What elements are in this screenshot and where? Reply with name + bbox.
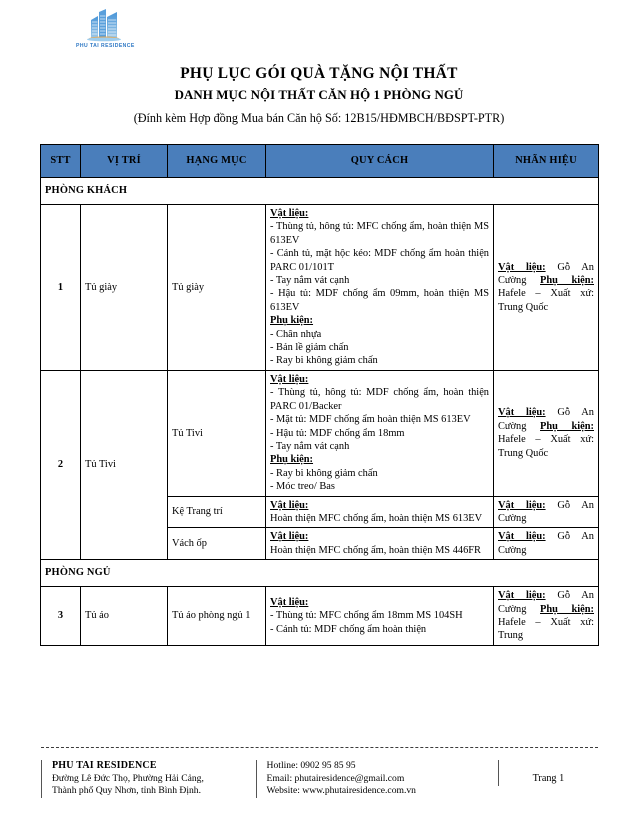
- brand-accessory-value: Hafele – Xuất xứ: Trung Quốc: [498, 434, 594, 459]
- footer-address-line-2: Thành phố Quy Nhơn, tỉnh Bình Định.: [52, 785, 201, 797]
- column-header-vitri: VỊ TRÍ: [81, 145, 168, 178]
- row-item: Tủ Tivi: [168, 370, 266, 496]
- footer-website: Website: www.phutairesidence.com.vn: [266, 785, 416, 797]
- spec-line: - Móc treo/ Bas: [270, 481, 335, 493]
- brand-material-value: Gỗ An Cường: [498, 590, 594, 615]
- spec-line: - Mặt tủ: MDF chống ẩm hoàn thiện MS 613EV: [270, 414, 471, 426]
- row-specification: [266, 205, 494, 371]
- column-header-nhanhieu: NHÃN HIỆU: [494, 145, 599, 178]
- spec-table-container: [40, 144, 598, 646]
- spec-material-label: Vật liệu:: [270, 208, 309, 219]
- brand-accessory-label: Phụ kiện:: [540, 420, 594, 432]
- brand-material-value: Gỗ An Cường: [498, 531, 594, 556]
- spec-line: - Thùng tủ, hông tủ: MDF chống ẩm, hoàn thiện PARC 01/Backer: [270, 387, 489, 412]
- spec-line: Hoàn thiện MFC chống ẩm, hoàn thiện MS 613EV: [270, 512, 483, 524]
- brand-material-label: Vật liệu:: [498, 531, 546, 543]
- spec-line: - Thùng tủ, hông tủ: MFC chống ẩm, hoàn thiện MS 613EV: [270, 221, 489, 246]
- spec-material-label: Vật liệu:: [270, 373, 309, 385]
- spec-line: - Tay nắm vát cạnh: [270, 440, 350, 452]
- spec-material-label: Vật liệu:: [270, 596, 309, 608]
- row-number: 2: [41, 370, 81, 559]
- spec-material-label: Vật liệu:: [270, 499, 309, 511]
- table-row: [41, 587, 599, 646]
- spec-line: - Ray bi không giảm chấn: [270, 355, 378, 367]
- row-item: Kệ Trang trí: [168, 496, 266, 528]
- table-header-row: [41, 145, 599, 178]
- column-header-quycach: QUY CÁCH: [266, 145, 494, 178]
- row-brand: [494, 205, 599, 371]
- spec-line: - Cánh tủ, mặt hộc kéo: MDF chống ẩm hoàn thiện PARC 01/101T: [270, 248, 489, 273]
- row-number: 3: [41, 587, 81, 646]
- document-titles: [0, 64, 638, 127]
- section-title-living-room: PHÒNG KHÁCH: [41, 178, 599, 205]
- brand-material-label: Vật liệu:: [498, 499, 546, 511]
- row-item: Vách ốp: [168, 528, 266, 560]
- spec-line: - Cánh tủ: MDF chống ẩm hoàn thiện: [270, 623, 427, 635]
- brand-material-label: Vật liệu:: [498, 261, 546, 273]
- row-item: Tủ áo phòng ngủ 1: [168, 587, 266, 646]
- brand-material-label: Vật liệu:: [498, 590, 546, 602]
- letterhead: [0, 0, 638, 50]
- spec-accessory-label: Phụ kiện:: [270, 315, 314, 327]
- brand-accessory-value: Hafele – Xuất xứ: Trung: [498, 616, 594, 642]
- row-brand: [494, 370, 599, 496]
- spec-line: - Bản lề giảm chấn: [270, 342, 349, 354]
- row-specification: [266, 496, 494, 528]
- section-header-row: [41, 560, 599, 587]
- interior-spec-table: [40, 144, 599, 646]
- spec-line: - Thùng tủ: MFC chống ẩm 18mm MS 104SH: [270, 610, 463, 622]
- footer-hotline: Hotline: 0902 95 85 95: [266, 760, 356, 771]
- footer-address-block: [41, 760, 256, 798]
- logo-wordmark: PHU TAI RESIDENCE: [76, 43, 135, 49]
- brand-material-value: Gỗ An Cường: [498, 407, 594, 432]
- row-brand: [494, 587, 599, 646]
- spec-accessory-label: Phụ kiện:: [270, 454, 314, 466]
- section-header-row: [41, 178, 599, 205]
- row-brand: [494, 496, 599, 528]
- brand-material-value: Gỗ An Cường: [498, 261, 594, 287]
- page-subtitle: DANH MỤC NỘI THẤT CĂN HỘ 1 PHÒNG NGỦ: [174, 88, 464, 102]
- footer-company-name: PHU TAI RESIDENCE: [52, 760, 157, 771]
- company-logo: [76, 8, 135, 50]
- brand-material-label: Vật liệu:: [498, 407, 546, 419]
- column-header-hangmuc: HẠNG MỤC: [168, 145, 266, 178]
- row-specification: [266, 370, 494, 496]
- footer-address-line-1: Đường Lê Đức Thọ, Phường Hải Cảng,: [52, 772, 204, 784]
- brand-accessory-label: Phụ kiện:: [540, 275, 594, 287]
- spec-line: - Tay nắm vát cạnh: [270, 275, 350, 287]
- row-location: Tủ giày: [81, 205, 168, 371]
- table-row: [41, 205, 599, 371]
- row-location: Tủ áo: [81, 587, 168, 646]
- row-brand: [494, 528, 599, 560]
- row-item: Tủ giày: [168, 205, 266, 371]
- row-specification: [266, 587, 494, 646]
- brand-accessory-label: Phụ kiện:: [540, 603, 594, 615]
- page-title: PHỤ LỤC GÓI QUÀ TẶNG NỘI THẤT: [180, 65, 458, 82]
- spec-line: Hoàn thiện MFC chống ẩm, hoàn thiện MS 446FR: [270, 544, 481, 556]
- row-location: Tủ Tivi: [81, 370, 168, 559]
- spec-line: - Ray bi không giảm chấn: [270, 467, 378, 479]
- row-number: 1: [41, 205, 81, 371]
- spec-line: - Chân nhựa: [270, 328, 322, 340]
- brand-accessory-value: Hafele – Xuất xứ: Trung Quốc: [498, 288, 594, 313]
- row-specification: [266, 528, 494, 560]
- brand-material-value: Gỗ An Cường: [498, 499, 594, 524]
- spec-line: - Hậu tủ: MDF chống ẩm 09mm, hoàn thiện MS 613EV: [270, 288, 489, 313]
- spec-line: - Hậu tủ: MDF chống ẩm 18mm: [270, 427, 405, 439]
- building-towers-icon: [79, 8, 131, 42]
- section-title-bedroom: PHÒNG NGỦ: [41, 560, 599, 587]
- footer-page-number: Trang 1: [498, 760, 598, 786]
- footer-contact-block: [256, 760, 498, 798]
- page-break-separator: [41, 747, 598, 748]
- spec-material-label: Vật liệu:: [270, 531, 309, 543]
- page-footer: [41, 760, 598, 798]
- column-header-stt: STT: [41, 145, 81, 178]
- footer-email: Email: phutairesidence@gmail.com: [266, 772, 405, 784]
- table-row: [41, 370, 599, 496]
- contract-reference: (Đính kèm Hợp đồng Mua bán Căn hộ Số: 12B15/HĐMBCH/BĐSPT-PTR): [133, 111, 505, 125]
